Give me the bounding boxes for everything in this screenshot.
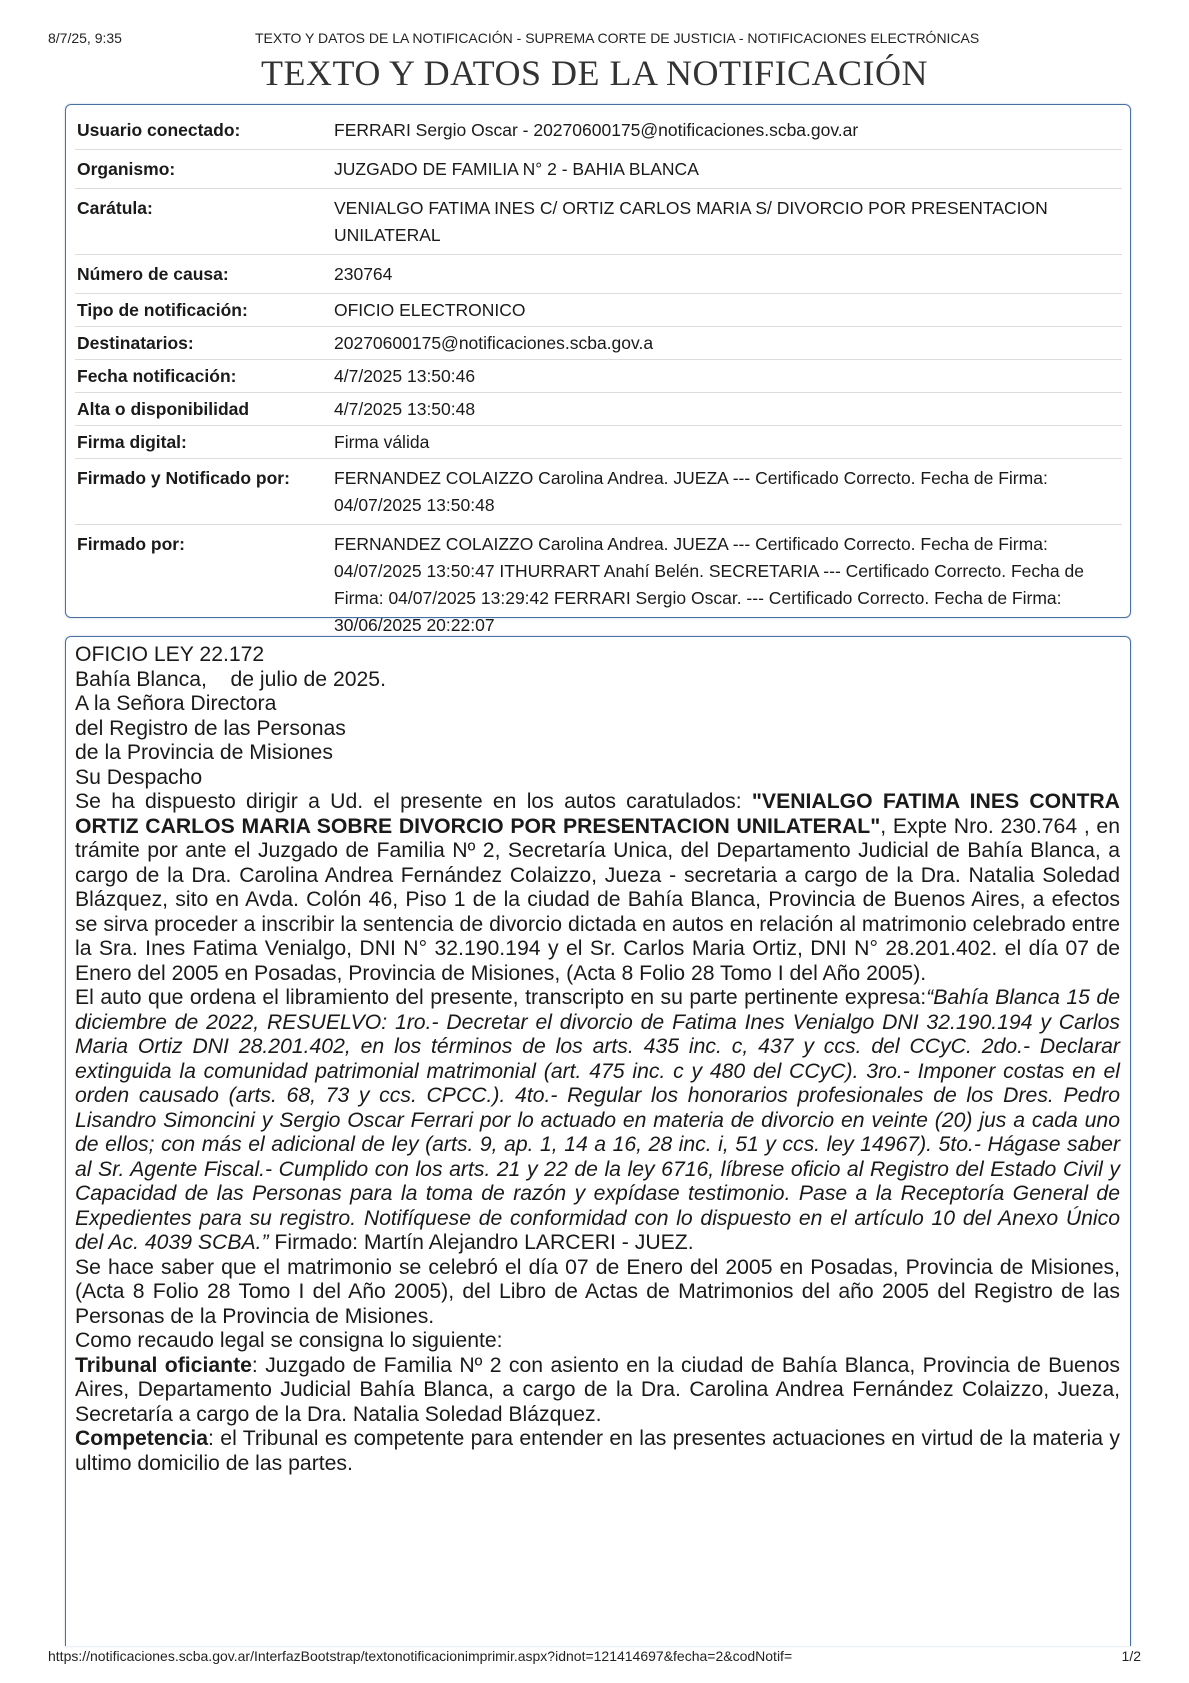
info-value: 20270600175@notificaciones.scba.gov.a — [334, 327, 1122, 360]
recipient-line: de la Provincia de Misiones — [75, 741, 333, 764]
competencia-label: Competencia — [75, 1427, 209, 1450]
text-span: El auto que ordena el libramiento del presente, transcripto en su parte pertinente expresa: — [75, 986, 927, 1009]
info-value: FERRARI Sergio Oscar - 20270600175@notificaciones.scba.gov.ar — [334, 111, 1122, 150]
notification-info-panel — [65, 104, 1131, 635]
recipient-line: Su Despacho — [75, 765, 203, 789]
doc-place-date: Bahía Blanca, de julio de 2025. — [75, 667, 386, 691]
info-row-firmado-por — [75, 525, 1122, 645]
print-url: https://notificaciones.scba.gov.ar/InterfazBootstrap/textonotificacionimprimir.aspx?idnot=121414697&fecha=2&codNotif= — [48, 1648, 793, 1664]
info-value: VENIALGO FATIMA INES C/ ORTIZ CARLOS MARIA S/ DIVORCIO POR PRESENTACION UNILATERAL — [334, 189, 1122, 255]
info-value: 4/7/2025 13:50:48 — [334, 393, 1122, 426]
info-value: 230764 — [334, 255, 1122, 294]
info-value: OFICIO ELECTRONICO — [334, 294, 1122, 327]
text-span: , Expte Nro. 230.764 , en trámite por ante el Juzgado de Familia Nº 2, Secretaría Unica, del Departamento Judicial de Bahía Blanca, a cargo de la Dra. Carolina Andrea Fernández Colaizzo, Jueza - secretaria a cargo de la Dra. Natalia Soledad Blázquez, sito en Avda. Colón 46, Piso 1 de la ciudad de Bahía Blanca, Provincia de Buenos Aires, a efectos se sirva proceder a inscribir la sentencia de divorcio dictada en autos en relación al matrimonio celebrado entre la Sra. Ines Fatima Venialgo, DNI N° 32.190.194 y el Sr. Carlos Maria Ortiz, DNI N° 28.201.402. el día 07 de Enero del 2005 en Posadas, Provincia de Misiones, (Acta 8 Folio 28 Tomo I del Año 2005). — [75, 814, 1120, 985]
info-row-tipo-notificacion — [75, 294, 1122, 327]
notification-text-panel — [65, 636, 1131, 1646]
info-row-alta — [75, 393, 1122, 426]
recipient-line: A la Señora Directora — [75, 692, 277, 715]
info-value: Firma válida — [334, 426, 1122, 459]
text-span: : Juzgado de Familia Nº 2 con asiento en la ciudad de Bahía Blanca, Provincia de Buenos Aires, Departamento Judicial Bahía Blanca, a cargo de la Dra. Carolina Andrea Fernández Colaizzo, Jueza, Secretaría a cargo de la Dra. Natalia Soledad Blázquez. — [75, 1353, 1120, 1426]
tribunal-label: Tribunal oficiante — [75, 1353, 252, 1377]
text-span: Firmado: Martín Alejandro LARCERI - JUEZ. — [268, 1231, 694, 1254]
case-title: "VENIALGO FATIMA INES CONTRA ORTIZ CARLOS MARIA SOBRE DIVORCIO POR PRESENTACION UNILATERAL" — [75, 790, 1120, 838]
info-row-destinatarios — [75, 327, 1122, 360]
info-label: Número de causa: — [75, 255, 334, 294]
info-row-usuario — [75, 111, 1122, 150]
info-label: Carátula: — [75, 189, 334, 255]
info-label: Fecha notificación: — [75, 360, 334, 393]
info-row-firmado-notificado — [75, 459, 1122, 525]
print-datetime: 8/7/25, 9:35 — [48, 30, 122, 46]
resolution-quote: “Bahía Blanca 15 de diciembre de 2022, RESUELVO: 1ro.- Decretar el divorcio de Fatima Ines Venialgo DNI 32.190.194 y Carlos Maria Ortiz DNI 28.201.402, en los términos de los arts. 435 inc. c, 437 y ccs. del CCyC. 2do.- Declarar extinguida la comunidad patrimonial matrimonial (art. 475 inc. c y 480 del CCyC). 3ro.- Imponer costas en el orden causado (arts. 68, 73 y ccs. CPCC.). 4to.- Regular los honorarios profesionales de los Dres. Pedro Lisandro Simoncini y Sergio Oscar Ferrari por lo actuado en materia de divorcio en veinte (20) jus a cada uno de ellos; con más el adicional de ley (arts. 9, ap. 1, 14 a 16, 28 inc. i, 51 y ccs. ley 14967). 5to.- Hágase saber al Sr. Agente Fiscal.- Cumplido con los arts. 21 y 22 de la ley 6716, líbrese oficio al Registro del Estado Civil y Capacidad de las Personas para la toma de razón y expídase testimonio. Pase a la Receptoría General de Expedientes para su registro. Notifíquese de conformidad con lo dispuesto en el artículo 10 del Anexo Único del Ac. 4039 SCBA.” — [75, 986, 1120, 1254]
info-row-firma-digital — [75, 426, 1122, 459]
info-value: 4/7/2025 13:50:46 — [334, 360, 1122, 393]
text-span: : el Tribunal es competente para entender en las presentes actuaciones en virtud de la materia y ultimo domicilio de las partes. — [75, 1427, 1120, 1475]
notification-info-table — [75, 111, 1122, 644]
info-value: JUZGADO DE FAMILIA N° 2 - BAHIA BLANCA — [334, 150, 1122, 189]
doc-paragraph-recaudo: Como recaudo legal se consigna lo siguiente: — [75, 1329, 503, 1352]
info-label: Tipo de notificación: — [75, 294, 334, 327]
print-header — [48, 30, 1141, 50]
info-value: FERNANDEZ COLAIZZO Carolina Andrea. JUEZA --- Certificado Correcto. Fecha de Firma: 04/07/2025 13:50:47 ITHURRART Anahí Belén. SECRETARIA --- Certificado Correcto. Fecha de Firma: 04/07/2025 13:29:42 FERRARI Sergio Oscar. --- Certificado Correcto. Fecha de Firma: 30/06/2025 20:22:07 — [334, 534, 1084, 635]
info-label: Organismo: — [75, 150, 334, 189]
doc-paragraph-autos — [75, 790, 1120, 986]
info-row-organismo — [75, 150, 1122, 189]
text-span: Se ha dispuesto dirigir a Ud. el presente en los autos caratulados: — [75, 790, 752, 813]
info-label: Destinatarios: — [75, 327, 334, 360]
doc-paragraph-matrimonio: Se hace saber que el matrimonio se celebró el día 07 de Enero del 2005 en Posadas, Provincia de Misiones, (Acta 8 Folio 28 Tomo I del Año 2005), del Libro de Actas de Matrimonios del año 2005 del Registro de las Personas de la Provincia de Misiones. — [75, 1255, 1120, 1328]
info-value: FERNANDEZ COLAIZZO Carolina Andrea. JUEZA --- Certificado Correcto. Fecha de Firma: 04/07/2025 13:50:48 — [334, 459, 1122, 525]
info-label: Firmado y Notificado por: — [75, 459, 334, 525]
info-row-numero-causa — [75, 255, 1122, 294]
info-label: Firmado por: — [77, 534, 185, 554]
doc-heading: OFICIO LEY 22.172 — [75, 643, 265, 666]
doc-paragraph-competencia — [75, 1427, 1120, 1476]
info-label: Alta o disponibilidad — [75, 393, 334, 426]
doc-paragraph-resolucion — [75, 986, 1120, 1256]
info-label: Usuario conectado: — [75, 111, 334, 150]
recipient-line: del Registro de las Personas — [75, 716, 346, 740]
page-number: 1/2 — [1121, 1648, 1141, 1664]
print-header-title: TEXTO Y DATOS DE LA NOTIFICACIÓN - SUPREMA CORTE DE JUSTICIA - NOTIFICACIONES ELECTRÓNICAS — [255, 30, 980, 46]
info-row-fecha-notificacion — [75, 360, 1122, 393]
info-label: Firma digital: — [75, 426, 334, 459]
doc-paragraph-tribunal — [75, 1354, 1120, 1428]
info-row-caratula — [75, 189, 1122, 255]
page-title: TEXTO Y DATOS DE LA NOTIFICACIÓN — [261, 53, 928, 93]
